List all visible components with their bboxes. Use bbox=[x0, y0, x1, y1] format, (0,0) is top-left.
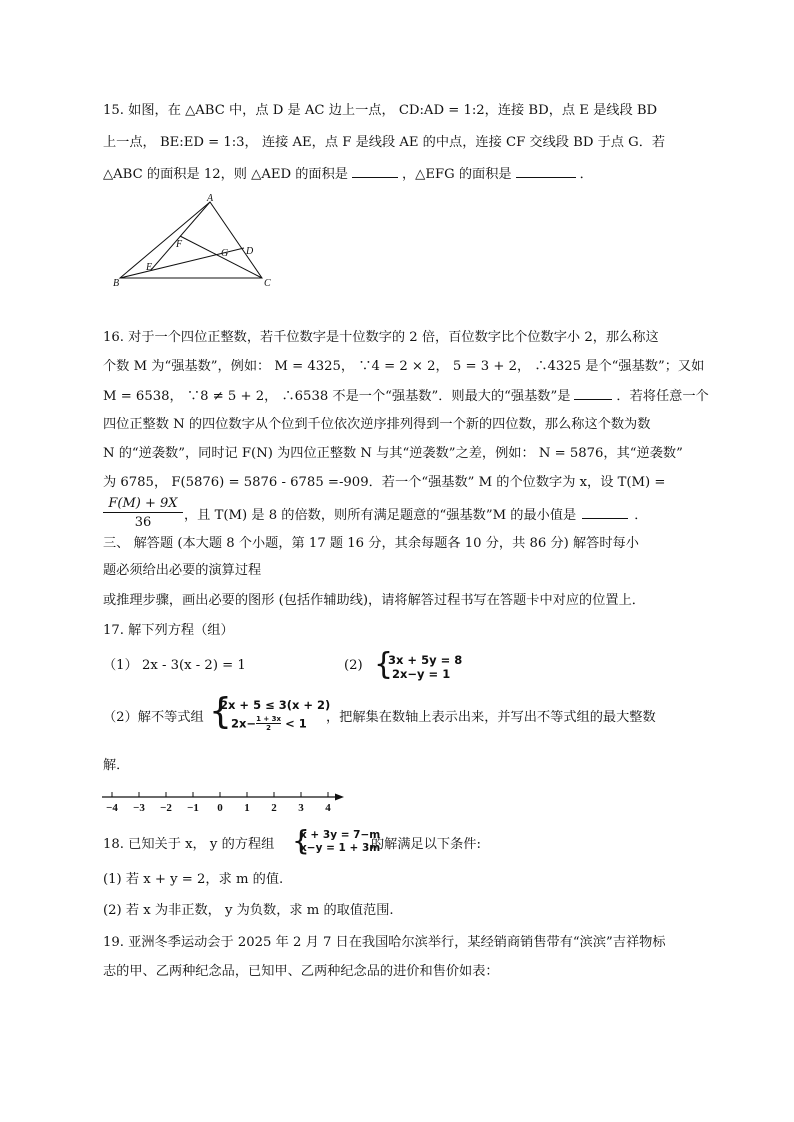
answer-blank-min-strong[interactable] bbox=[582, 505, 628, 519]
q16-line-3 bbox=[103, 386, 709, 407]
answer-blank-efg[interactable] bbox=[516, 164, 576, 178]
q16-line-4: 四位正整数 N 的四位数字从个位到千位依次逆序排列得到一个新的四位数，那么称这个数为数 bbox=[103, 417, 651, 432]
axis-tick-label: −2 bbox=[160, 802, 172, 814]
number-line bbox=[100, 788, 350, 814]
fig-label-a: A bbox=[207, 193, 214, 204]
q18-part-2: (2) 若 x 为非正数， y 为负数，求 m 的取值范围. bbox=[103, 903, 394, 918]
q16-line-3-a: M = 6538， ∵8 ≠ 5 + 2， ∴6538 不是一个“强基数”．则最大的“强基数”是 bbox=[103, 389, 571, 404]
axis-tick-label: 4 bbox=[325, 802, 331, 814]
q17-ineq-2-post: < 1 bbox=[285, 716, 307, 731]
q17-system bbox=[388, 653, 462, 681]
q17-part-2-label: (2) bbox=[344, 658, 363, 673]
q19-line-2: 志的甲、乙两种纪念品，已知甲、乙两种纪念品的进价和售价如表： bbox=[103, 964, 499, 979]
fig-label-b: B bbox=[113, 278, 120, 288]
q17-title: 17. 解下列方程（组） bbox=[103, 623, 234, 638]
fig-label-g: G bbox=[221, 248, 229, 259]
section-3-line-1: 三、 解答题 (本大题 8 个小题，第 17 题 16 分，其余每题各 10 分，共 86 分) 解答时每小 bbox=[103, 536, 639, 551]
q16-line-6: 为 6785， F(5876) = 5876 - 6785 =-909．若一个“强基数” M 的个位数字为 x，设 T(M) = bbox=[103, 475, 666, 490]
q18-part-1: (1) 若 x + y = 2，求 m 的值. bbox=[103, 872, 284, 887]
q16-line-5: N 的“逆袭数”，同时记 F(N) 为四位正整数 N 与其“逆袭数”之差，例如： N = 5876，其“逆袭数” bbox=[103, 446, 683, 461]
q16-line-7-b: ． bbox=[634, 508, 648, 523]
q16-line-2: 个数 M 为“强基数”，例如： M = 4325， ∵4 = 2 × 2， 5 = 3 + 2， ∴4325 是个“强基数”；又如 bbox=[103, 359, 705, 374]
q17-ineq-frac-den: 2 bbox=[266, 724, 271, 732]
answer-blank-aed[interactable] bbox=[352, 164, 398, 178]
q19-line-1: 19. 亚洲冬季运动会于 2025 年 2 月 7 日在我国哈尔滨举行，某经销商销售带有“滨滨”吉祥物标 bbox=[103, 935, 666, 950]
q17-inequality-system bbox=[220, 698, 330, 732]
q17-system-brace: { bbox=[374, 647, 394, 682]
axis-tick-label: −3 bbox=[133, 802, 145, 814]
q17-ineq-1: 2x + 5 ≤ 3(x + 2) bbox=[220, 698, 331, 712]
q15-line-3 bbox=[103, 164, 593, 185]
q15-line-2: 上一点， BE:ED = 1:3， 连接 AE，点 F 是线段 AE 的中点，连接 CF 交线段 BD 于点 G．若 bbox=[103, 135, 666, 150]
q15-line-1: 15. 如图，在 △ABC 中，点 D 是 AC 边上一点， CD:AD = 1:2，连接 BD，点 E 是线段 BD bbox=[103, 103, 658, 118]
q18-system-eq-1: x + 3y = 7−m bbox=[300, 829, 381, 841]
q17-ineq-instruction: ，把解集在数轴上表示出来，并写出不等式组的最大整数 bbox=[326, 710, 656, 725]
q17-ineq-2 bbox=[220, 715, 330, 732]
q17-ineq-2-pre: 2x− bbox=[231, 716, 257, 731]
axis-tick-label: −4 bbox=[106, 802, 118, 814]
q15-line-3-b: ，△EFG 的面积是 bbox=[401, 167, 512, 182]
q18-system bbox=[300, 829, 380, 855]
q17-ineq-brace: { bbox=[209, 691, 232, 732]
q16-line-1: 16. 对于一个四位正整数，若千位数字是十位数字的 2 倍，百位数字比个位数字小 2，那么称这 bbox=[103, 330, 659, 345]
q16-line-7-a: ，且 T(M) 是 8 的倍数，则所有满足题意的“强基数”M 的最小值是 bbox=[184, 508, 577, 523]
q18-system-eq-2: x−y = 1 + 3m bbox=[300, 842, 381, 854]
q18-line-1-a: 18. 已知关于 x， y 的方程组 bbox=[103, 837, 275, 852]
q15-line-3-a: △ABC 的面积是 12，则 △AED 的面积是 bbox=[103, 167, 348, 182]
axis-tick-label: 2 bbox=[271, 802, 277, 814]
q17-ineq-end: 解． bbox=[103, 758, 130, 773]
axis-tick-label: 3 bbox=[298, 802, 304, 814]
fig-label-f: F bbox=[176, 239, 183, 250]
q16-line-7 bbox=[184, 505, 647, 526]
q17-ineq-fraction bbox=[256, 715, 281, 732]
axis-tick-label: 0 bbox=[217, 802, 223, 814]
q17-part-1: （1） 2x - 3(x - 2) = 1 bbox=[103, 658, 246, 673]
axis-tick-label: −1 bbox=[187, 802, 199, 814]
axis-tick-label: 1 bbox=[244, 802, 250, 814]
fig-label-d: D bbox=[246, 246, 254, 257]
q15-line-3-c: ． bbox=[579, 167, 593, 182]
fig-label-c: C bbox=[264, 278, 271, 288]
q17-ineq-intro: （2）解不等式组 bbox=[103, 710, 204, 725]
fig-label-e: E bbox=[146, 262, 153, 273]
q17-system-eq-2: 2x−y = 1 bbox=[392, 667, 451, 681]
q16-line-3-b: ．若将任意一个 bbox=[616, 389, 709, 404]
section-3-line-3: 或推理步骤，画出必要的图形 (包括作辅助线)，请将解答过程书写在答题卡中对应的位置上． bbox=[103, 593, 645, 608]
q18-system-brace: { bbox=[292, 824, 310, 857]
q17-ineq-frac-num: 1 + 3x bbox=[256, 715, 282, 723]
fraction-numerator: F(M) + 9X bbox=[103, 496, 183, 513]
section-3-line-2: 题必须给出必要的演算过程 bbox=[103, 563, 262, 578]
triangle-figure bbox=[110, 192, 280, 288]
answer-blank-max-strong[interactable] bbox=[574, 386, 612, 400]
q18-line-1-b: 的解满足以下条件: bbox=[371, 837, 481, 852]
q17-system-eq-1: 3x + 5y = 8 bbox=[388, 653, 463, 667]
fraction-t-m bbox=[103, 496, 183, 530]
fraction-denominator: 36 bbox=[134, 515, 152, 530]
